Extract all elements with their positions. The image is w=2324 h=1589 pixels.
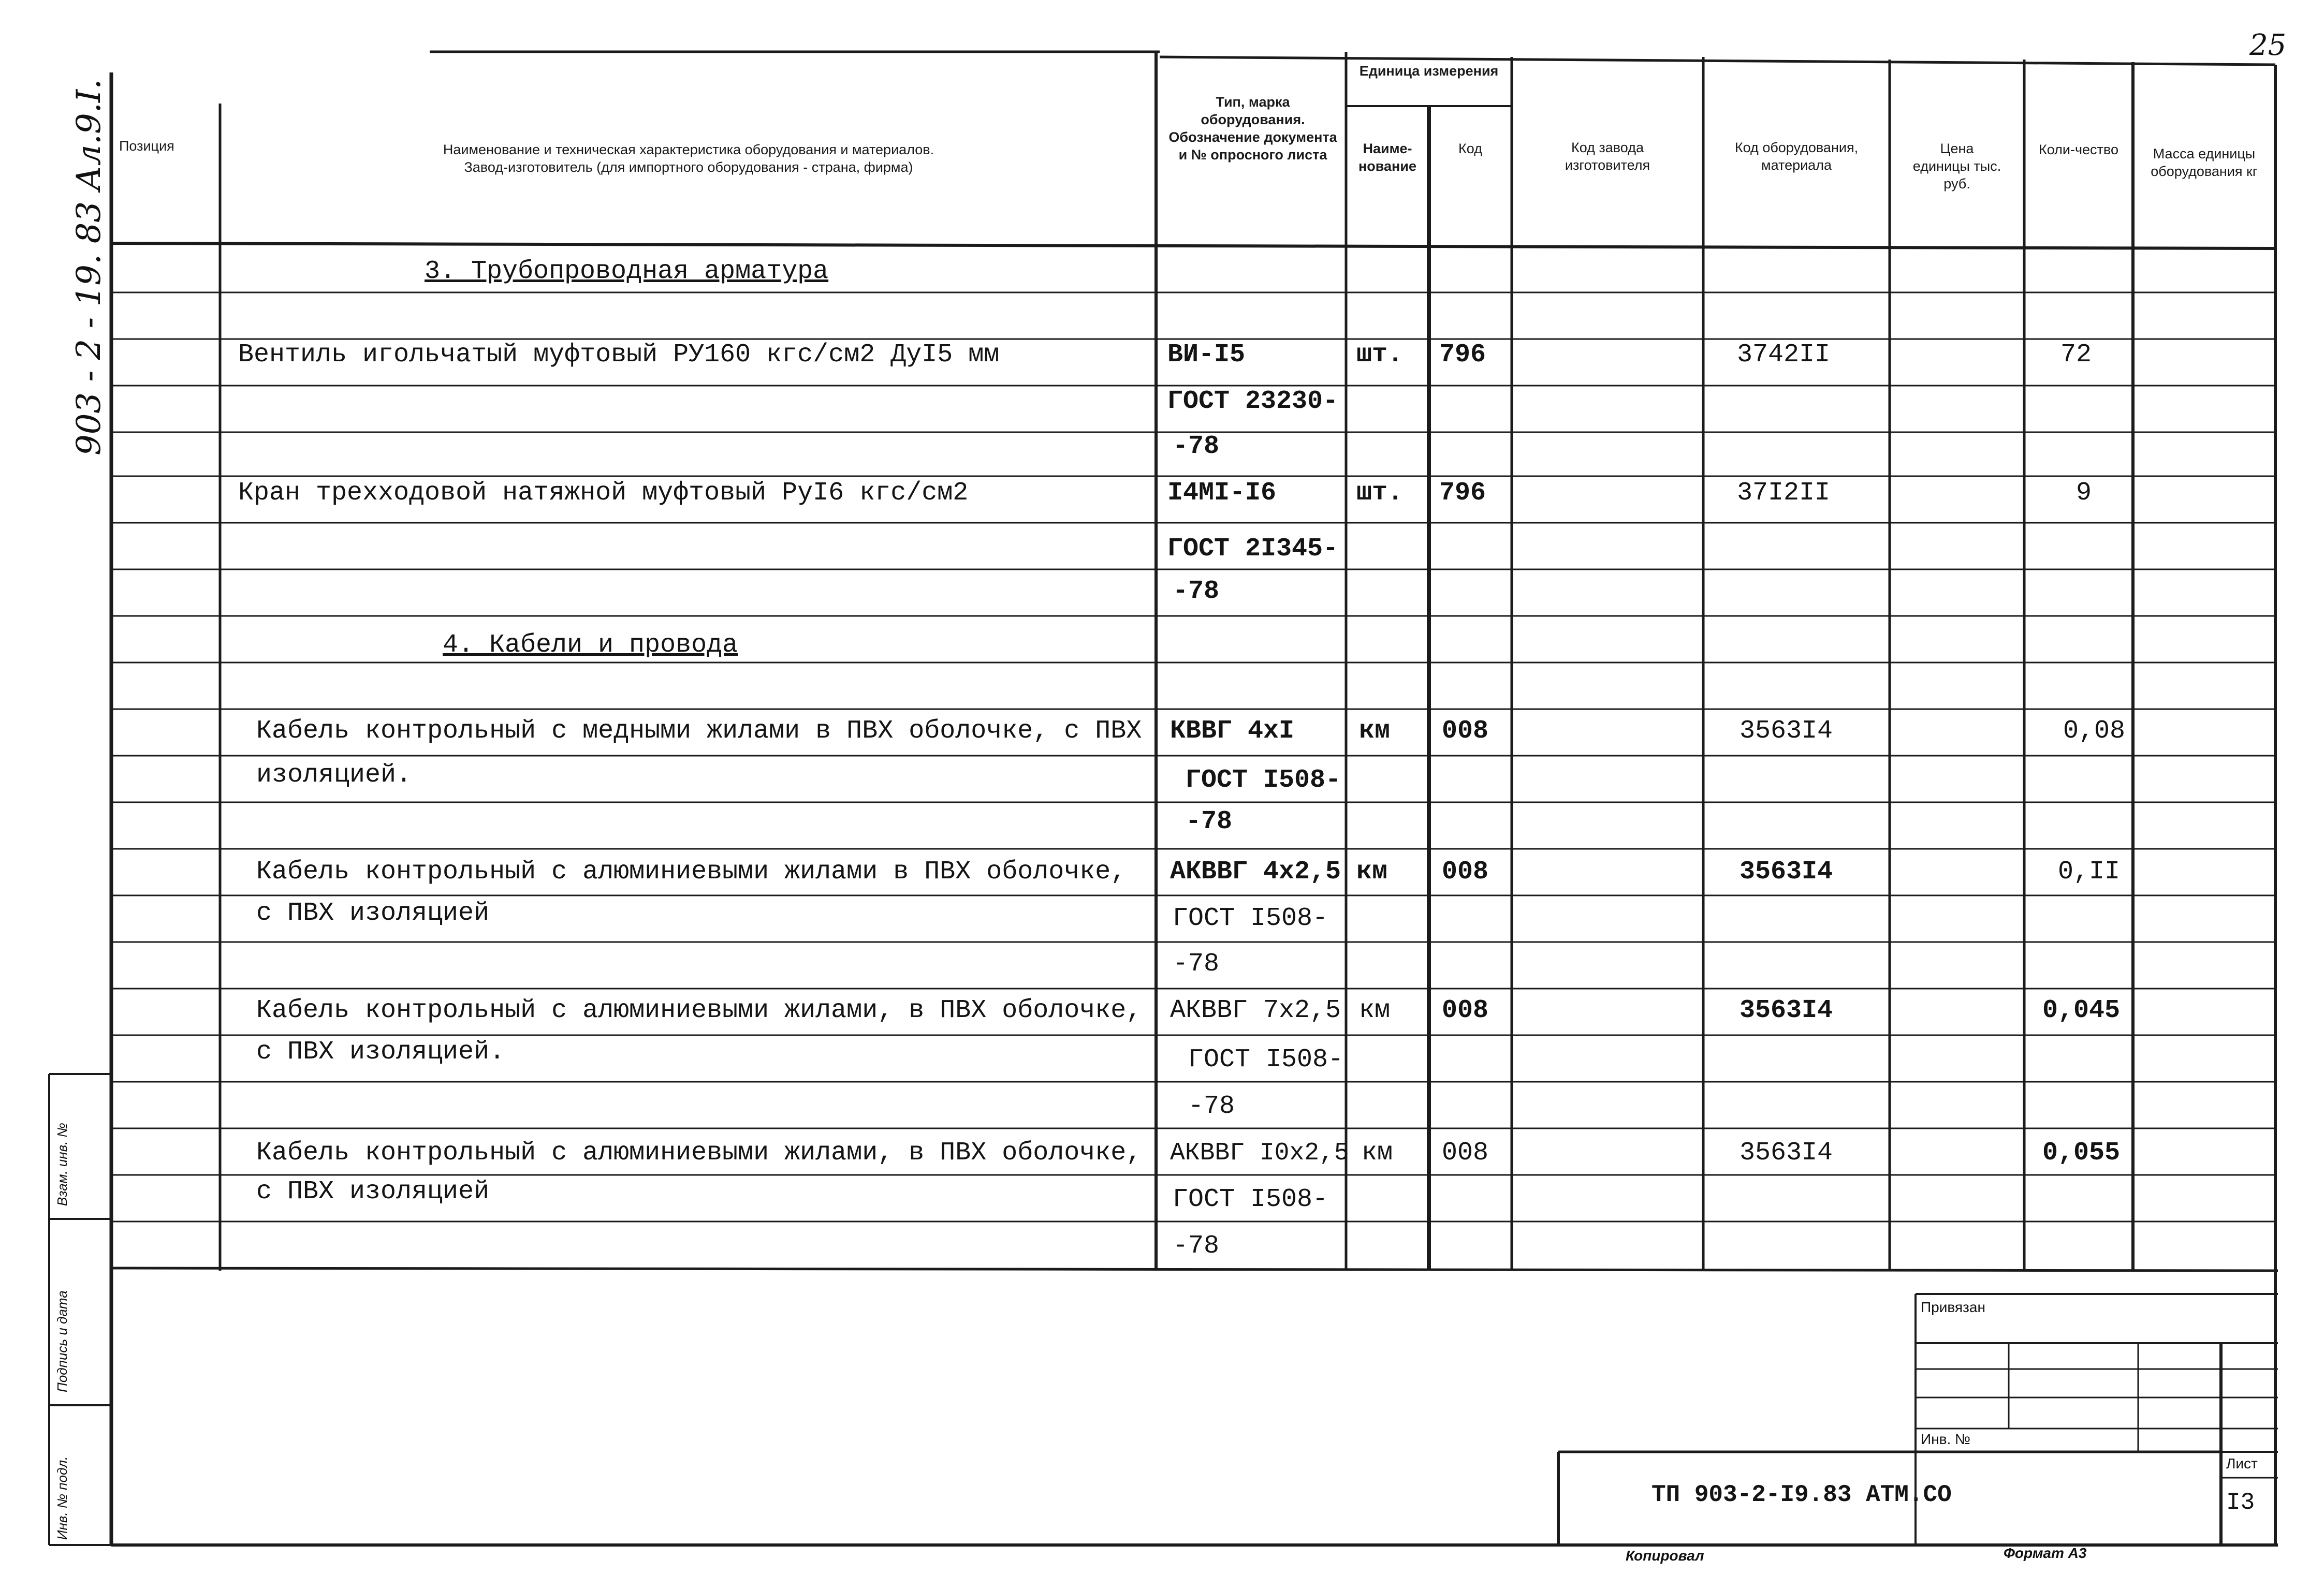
row3-equipment-code: 3563I4 [1740, 716, 1833, 746]
row2-type: I4МI-I6 [1167, 478, 1277, 508]
row4-standard-year: -78 [1173, 949, 1220, 979]
header-unit-code: Код [1458, 141, 1482, 156]
header-unit: Единица измерения [1359, 63, 1499, 79]
row2-unit: шт. [1356, 478, 1404, 508]
section-title-cables: 4. Кабели и провода [443, 630, 738, 660]
row1-quantity: 72 [2060, 340, 2092, 370]
footer-copied: Копировал [1626, 1548, 1704, 1564]
row3-name-line2: изоляцией. [256, 760, 412, 790]
row3-name-line1: Кабель контрольный с медными жилами в ПВХ оболочке, с ПВХ [256, 716, 1142, 746]
title-inv-no: Инв. № [1921, 1431, 1971, 1447]
stamp-signature-date: Подпись и дата [54, 1290, 70, 1392]
row5-equipment-code: 3563I4 [1740, 996, 1833, 1025]
row3-quantity: 0,08 [2063, 716, 2126, 746]
title-sheet-number: I3 [2226, 1489, 2255, 1516]
row6-name-line2: с ПВХ изоляцией [256, 1177, 490, 1207]
row3-standard-year: -78 [1186, 807, 1233, 836]
header-price: Цена единицы тыс. руб. [1912, 141, 2001, 192]
footer-format: Формат А3 [2004, 1545, 2087, 1561]
row5-quantity: 0,045 [2042, 996, 2121, 1025]
row6-type: АКВВГ I0х2,5 [1170, 1139, 1349, 1167]
row4-name-line1: Кабель контрольный с алюминиевыми жилами в ПВХ оболочке, [256, 857, 1127, 887]
row2-standard: ГОСТ 2I345- [1167, 534, 1339, 564]
row4-unit: км [1356, 857, 1388, 887]
header-mass: Масса единицы оборудования кг [2151, 146, 2258, 179]
row5-type: АКВВГ 7х2,5 [1170, 996, 1341, 1025]
header-factory-code: Код завода изготовителя [1565, 140, 1650, 173]
page-number: 25 [2249, 28, 2287, 62]
row5-name-line1: Кабель контрольный с алюминиевыми жилами, в ПВХ оболочке, [256, 996, 1142, 1025]
header-equipment-code: Код оборудования, материала [1734, 140, 1859, 173]
row6-quantity: 0,055 [2042, 1138, 2121, 1168]
header-unit-name: Наиме-нование [1358, 141, 1416, 174]
row1-unit-code: 796 [1439, 340, 1486, 370]
row6-unit-code: 008 [1442, 1138, 1489, 1168]
header-position: Позиция [119, 138, 174, 154]
section-title-valves: 3. Трубопроводная арматура [425, 257, 829, 286]
row6-unit: км [1362, 1138, 1393, 1168]
row2-equipment-code: 37I2II [1737, 478, 1831, 508]
row5-unit-code: 008 [1442, 996, 1489, 1025]
row2-unit-code: 796 [1439, 478, 1486, 508]
row3-unit: км [1359, 716, 1391, 746]
title-sheet-label: Лист [2226, 1455, 2258, 1472]
row3-unit-code: 008 [1442, 716, 1489, 746]
stamp-inv-original: Инв. № подл. [54, 1456, 70, 1540]
stamp-vzam-inv: Взам. инв. № [54, 1123, 70, 1206]
row3-standard: ГОСТ I508- [1186, 766, 1341, 795]
row4-name-line2: с ПВХ изоляцией [256, 899, 490, 928]
row4-standard: ГОСТ I508- [1173, 904, 1328, 933]
row2-standard-year: -78 [1173, 577, 1220, 606]
row2-name: Кран трехходовой натяжной муфтовый РуI6 кгс/см2 [238, 478, 969, 508]
row4-unit-code: 008 [1442, 857, 1489, 887]
row5-unit: км [1359, 996, 1391, 1025]
row5-standard: ГОСТ I508- [1188, 1045, 1344, 1075]
row6-name-line1: Кабель контрольный с алюминиевыми жилами, в ПВХ оболочке, [256, 1138, 1142, 1168]
row1-equipment-code: 3742II [1737, 340, 1831, 370]
row6-standard: ГОСТ I508- [1173, 1185, 1328, 1214]
row1-type: ВИ-I5 [1167, 340, 1246, 370]
row3-type: КВВГ 4хI [1170, 716, 1295, 746]
title-document-code: ТП 903-2-I9.83 АТМ.СО [1651, 1481, 1952, 1508]
row5-standard-year: -78 [1188, 1092, 1235, 1121]
row1-standard-year: -78 [1173, 432, 1220, 461]
title-privyazan: Привязан [1921, 1299, 1985, 1315]
row6-standard-year: -78 [1173, 1231, 1220, 1261]
header-type: Тип, марка оборудования. Обозначение документа и № опросного листа [1168, 94, 1337, 163]
row6-equipment-code: 3563I4 [1740, 1138, 1833, 1168]
side-document-code: 903 - 2 - 19. 83 Ал.9.I. [70, 79, 108, 455]
row1-unit: шт. [1356, 340, 1404, 370]
row1-standard: ГОСТ 23230- [1167, 387, 1339, 416]
row5-name-line2: с ПВХ изоляцией. [256, 1037, 505, 1067]
header-name: Наименование и техническая характеристика оборудования и материалов. Завод-изготовитель (для импортного оборудования - страна, фирма) [443, 142, 934, 175]
row1-name: Вентиль игольчатый муфтовый РУ160 кгс/см2 ДуI5 мм [238, 340, 1000, 370]
row4-quantity: 0,II [2058, 857, 2121, 887]
header-quantity: Коли-чество [2039, 142, 2118, 157]
row2-quantity: 9 [2076, 478, 2092, 508]
row4-type: АКВВГ 4х2,5 [1170, 857, 1341, 887]
row4-equipment-code: 3563I4 [1740, 857, 1833, 887]
